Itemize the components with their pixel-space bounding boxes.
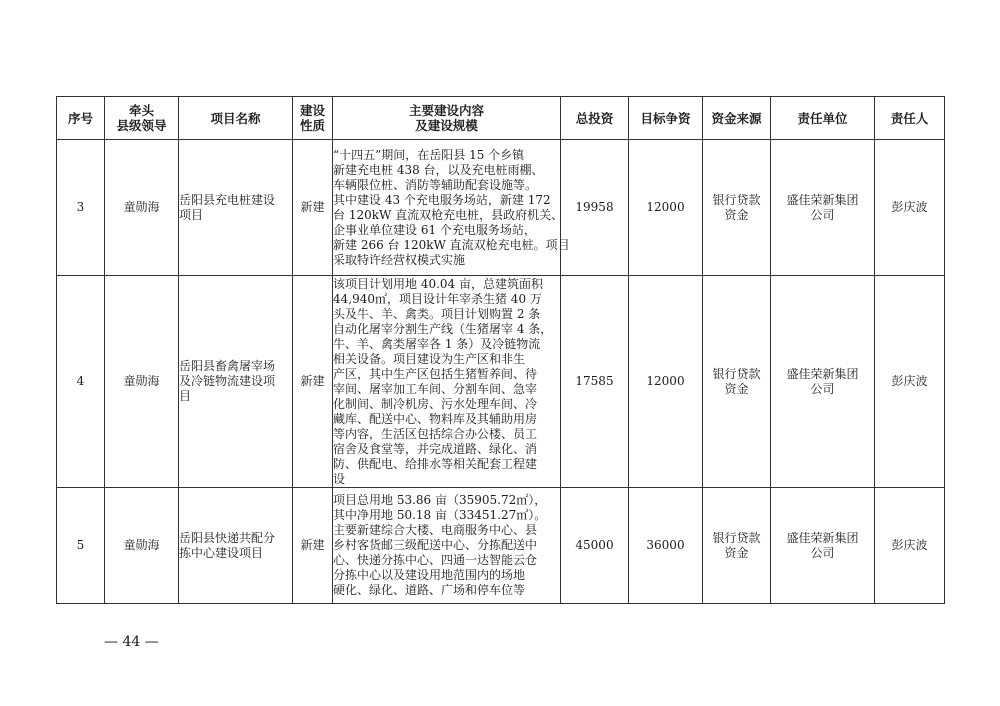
- cell-seq: 5: [57, 488, 105, 604]
- cell-nature: 新建: [293, 488, 333, 604]
- cell-content: 项目总用地 53.86 亩（35905.72㎡）， 其中净用地 50.18 亩（33451.27㎡）。 主要新建综合大楼、电商服务中心、县 乡村客货邮三级配送中心、分拣配送中 心、快递分拣中心、四通一达智能云仓 分拣中心以及建设用地范围内的场地 硬化、绿化、道路、广场和停车位等: [333, 488, 561, 604]
- cell-nature: 新建: [293, 276, 333, 488]
- page-number: — 44 —: [104, 634, 159, 650]
- cell-unit: 盛佳荣新集团 公司: [771, 140, 875, 276]
- cell-person: 彭庆波: [875, 140, 945, 276]
- table-header-row: [57, 97, 945, 140]
- cell-name: 岳阳县畜禽屠宰场 及冷链物流建设项 目: [179, 276, 293, 488]
- cell-seq: 4: [57, 276, 105, 488]
- cell-source: 银行贷款 资金: [703, 276, 771, 488]
- cell-content: 该项目计划用地 40.04 亩，总建筑面积 44,940㎡，项目设计年宰杀生猪 40 万 头及牛、羊、禽类。项目计划购置 2 条 自动化屠宰分割生产线（生猪屠宰 4 条， 牛、羊、禽类屠宰各 1 条）及冷链物流 相关设备。项目建设为生产区和非生 产区，其中生产区包括生猪暂养间、待 宰间、屠宰加工车间、分割车间、急宰 化制间、制冷机房、污水处理车间、冷 藏库、配送中心、物料库及其辅助用房 等内容，生活区包括综合办公楼、员工 宿舍及食堂等，并完成道路、绿化、消 防、供配电、给排水等相关配套工程建 设: [333, 276, 561, 488]
- cell-target: 12000: [629, 140, 703, 276]
- header-nature: 建设 性质: [293, 97, 333, 140]
- cell-person: 彭庆波: [875, 488, 945, 604]
- header-target: 目标争资: [629, 97, 703, 140]
- project-table: [56, 96, 945, 604]
- cell-nature: 新建: [293, 140, 333, 276]
- cell-seq: 3: [57, 140, 105, 276]
- cell-name: 岳阳县快递共配分 拣中心建设项目: [179, 488, 293, 604]
- cell-source: 银行贷款 资金: [703, 140, 771, 276]
- cell-total: 17585: [561, 276, 629, 488]
- cell-leader: 童勋海: [105, 140, 179, 276]
- cell-unit: 盛佳荣新集团 公司: [771, 276, 875, 488]
- cell-total: 45000: [561, 488, 629, 604]
- header-name: 项目名称: [179, 97, 293, 140]
- header-content: 主要建设内容 及建设规模: [333, 97, 561, 140]
- table-row: [57, 276, 945, 488]
- header-person: 责任人: [875, 97, 945, 140]
- header-seq: 序号: [57, 97, 105, 140]
- header-source: 资金来源: [703, 97, 771, 140]
- cell-unit: 盛佳荣新集团 公司: [771, 488, 875, 604]
- cell-content: “十四五”期间，在岳阳县 15 个乡镇 新建充电桩 438 台，以及充电桩雨棚、 车辆限位桩、消防等辅助配套设施等。 其中建设 43 个充电服务场站，新建 172 台 120kW 直流双枪充电桩，县政府机关、 企事业单位建设 61 个充电服务场站， 新建 266 台 120kW 直流双枪充电桩。项目 采取特许经营权模式实施: [333, 140, 561, 276]
- cell-name: 岳阳县充电桩建设 项目: [179, 140, 293, 276]
- header-total: 总投资: [561, 97, 629, 140]
- cell-target: 12000: [629, 276, 703, 488]
- cell-leader: 童勋海: [105, 488, 179, 604]
- header-leader: 牵头 县级领导: [105, 97, 179, 140]
- cell-person: 彭庆波: [875, 276, 945, 488]
- table-row: [57, 140, 945, 276]
- cell-total: 19958: [561, 140, 629, 276]
- cell-target: 36000: [629, 488, 703, 604]
- cell-source: 银行贷款 资金: [703, 488, 771, 604]
- table-row: [57, 488, 945, 604]
- cell-leader: 童勋海: [105, 276, 179, 488]
- header-unit: 责任单位: [771, 97, 875, 140]
